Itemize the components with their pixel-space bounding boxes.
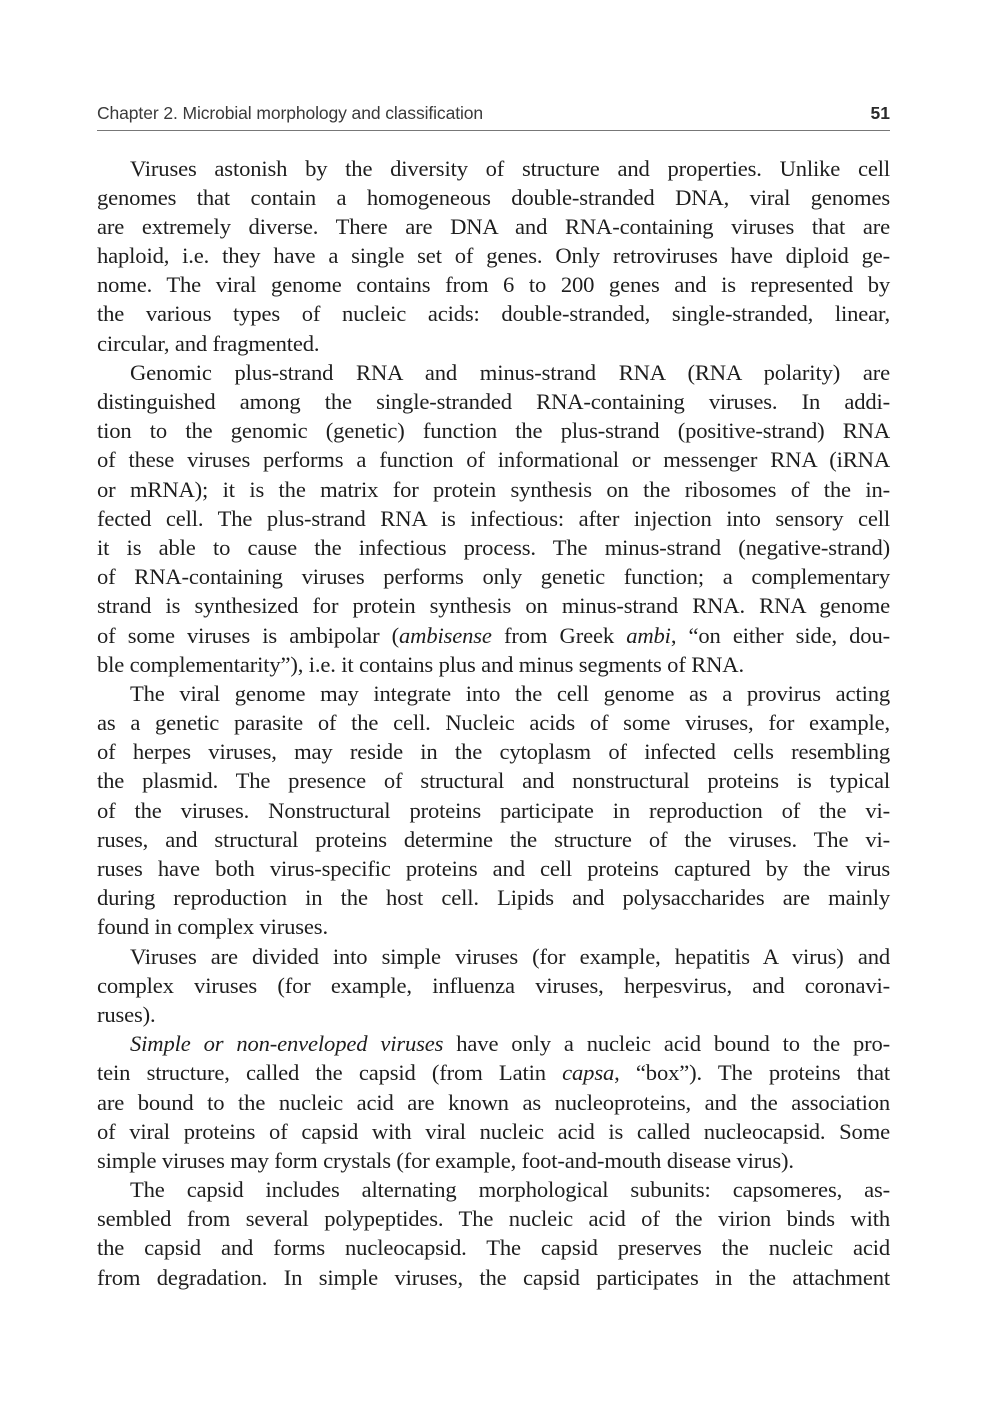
text-line: or mRNA); it is the matrix for protein synthesis on the ribosomes of the in-	[97, 476, 890, 502]
text-line: circular, and fragmented.	[97, 330, 320, 356]
text-line: strand is synthesized for protein synthesis on minus-strand RNA. RNA genome	[97, 593, 890, 619]
text-line: it is able to cause the infectious process. The minus-strand (negative-strand)	[97, 534, 890, 560]
text-line: from degradation. In simple viruses, the capsid participates in the attachment	[97, 1264, 890, 1290]
text-line: The capsid includes alternating morphological subunits: capsomeres, as-	[130, 1177, 890, 1203]
text-line: ruses, and structural proteins determine the structure of the viruses. The vi-	[97, 826, 890, 852]
text-line: are bound to the nucleic acid are known as nucleoproteins, and the association	[97, 1089, 890, 1115]
italic-term: Simple or non-enveloped viruses	[130, 1031, 444, 1057]
text-line: as a genetic parasite of the cell. Nucleic acids of some viruses, for example,	[97, 710, 890, 736]
text-line: fected cell. The plus-strand RNA is infectious: after injection into sensory cell	[97, 505, 890, 531]
italic-term: ambi	[626, 622, 671, 648]
text-line: haploid, i.e. they have a single set of genes. Only retroviruses have diploid ge-	[97, 243, 890, 269]
text-line: the various types of nucleic acids: double-stranded, single-stranded, linear,	[97, 301, 890, 327]
italic-term: capsa	[562, 1060, 615, 1086]
text-line: tion to the genomic (genetic) function the plus-strand (positive-strand) RNA	[97, 418, 890, 444]
text-line: ruses).	[97, 1001, 156, 1027]
page-number: 51	[870, 103, 890, 123]
text-line: sembled from several polypeptides. The nucleic acid of the virion binds with	[97, 1206, 890, 1232]
text-line: are extremely diverse. There are DNA and RNA-containing viruses that are	[97, 213, 890, 239]
text-line: found in complex viruses.	[97, 914, 328, 940]
text-line: of herpes viruses, may reside in the cytoplasm of infected cells resembling	[97, 739, 890, 765]
text-line: the capsid and forms nucleocapsid. The capsid preserves the nucleic acid	[97, 1235, 890, 1261]
text-line: of viral proteins of capsid with viral nucleic acid is called nucleocapsid. Some	[97, 1118, 890, 1144]
paragraph	[97, 358, 890, 679]
text-line: ble complementarity”), i.e. it contains plus and minus segments of RNA.	[97, 651, 744, 677]
text-segment: of some viruses is ambipolar (	[97, 622, 400, 648]
text-segment: have only a nucleic acid bound to the pro-	[443, 1031, 890, 1057]
text-line: simple viruses may form crystals (for example, foot-and-mouth disease virus).	[97, 1147, 794, 1173]
text-segment: , “box”). The proteins that	[614, 1060, 890, 1086]
text-line	[97, 1058, 890, 1087]
text-segment: from Greek	[491, 622, 627, 648]
text-line: Viruses are divided into simple viruses (for example, hepatitis A virus) and	[130, 943, 890, 969]
chapter-title: Chapter 2. Microbial morphology and classification	[97, 103, 484, 123]
text-line: of RNA-containing viruses performs only genetic function; a complementary	[97, 564, 890, 590]
text-line: Genomic plus-strand RNA and minus-strand RNA (RNA polarity) are	[130, 359, 890, 385]
paragraph	[97, 679, 890, 942]
header-rule	[97, 130, 890, 131]
body-text	[97, 154, 890, 1292]
italic-term: ambisense	[399, 622, 492, 648]
text-line: the plasmid. The presence of structural and nonstructural proteins is typical	[97, 768, 890, 794]
running-header	[97, 103, 890, 129]
text-line: genomes that contain a homogeneous double-stranded DNA, viral genomes	[97, 184, 890, 210]
paragraph	[97, 942, 890, 1030]
text-line: of the viruses. Nonstructural proteins participate in reproduction of the vi-	[97, 797, 890, 823]
text-line: nome. The viral genome contains from 6 to 200 genes and is represented by	[97, 272, 890, 298]
paragraph	[97, 1175, 890, 1292]
text-line: distinguished among the single-stranded RNA-containing viruses. In addi-	[97, 389, 890, 414]
text-segment: tein structure, called the capsid (from Latin	[97, 1060, 563, 1086]
text-line: Viruses astonish by the diversity of structure and properties. Unlike cell	[130, 155, 890, 181]
text-line: The viral genome may integrate into the cell genome as a provirus acting	[130, 680, 890, 706]
text-line	[97, 621, 890, 650]
paragraph	[97, 154, 890, 358]
text-line: of these viruses performs a function of informational or messenger RNA (iRNA	[97, 447, 890, 473]
paragraph	[97, 1029, 890, 1175]
text-line: complex viruses (for example, influenza viruses, herpesvirus, and coronavi-	[97, 972, 890, 998]
text-line: during reproduction in the host cell. Lipids and polysaccharides are mainly	[97, 885, 890, 911]
text-line	[97, 1029, 890, 1058]
text-segment: , “on either side, dou-	[670, 622, 890, 648]
text-line: ruses have both virus-specific proteins and cell proteins captured by the virus	[97, 856, 890, 881]
